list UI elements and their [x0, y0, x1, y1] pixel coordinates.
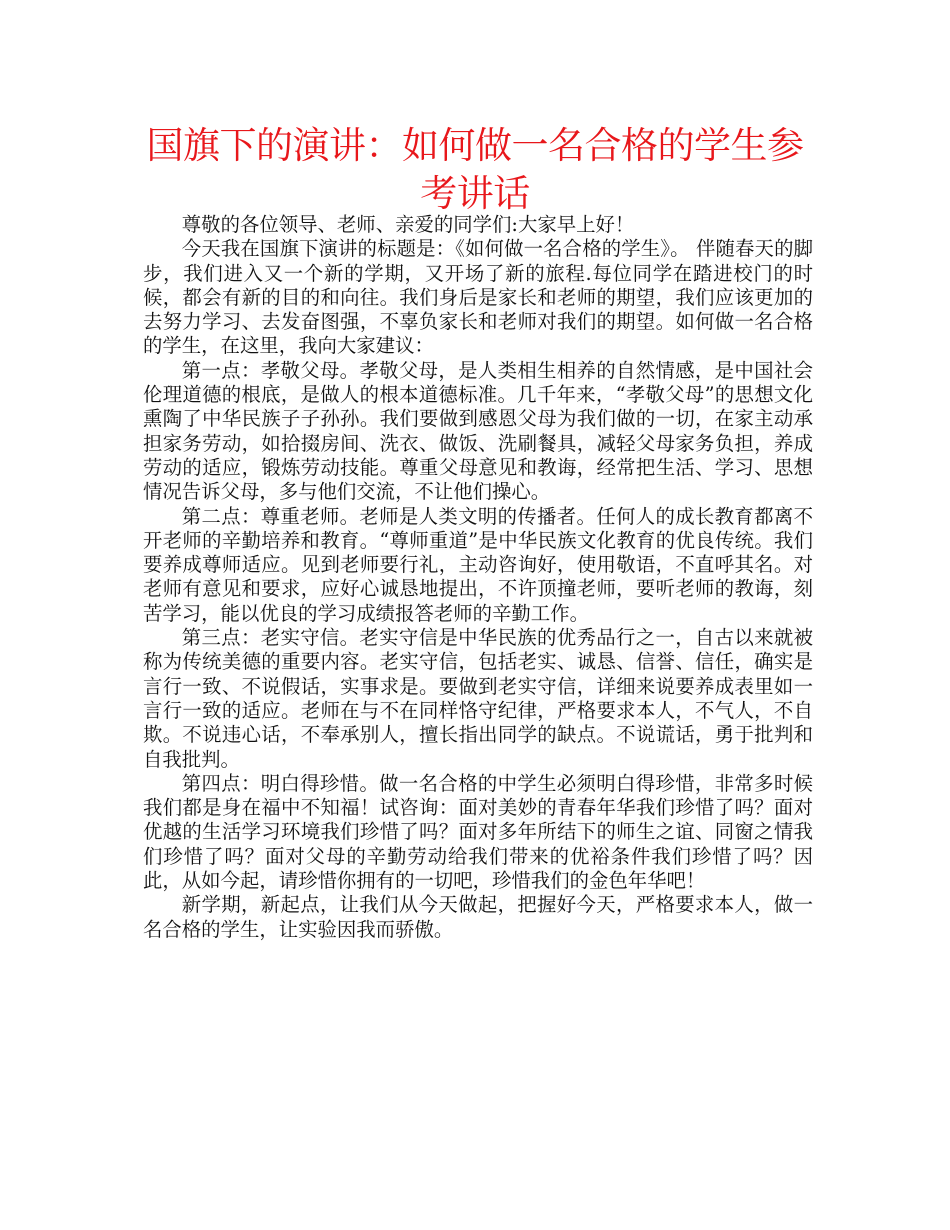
paragraph-point-three: 第三点：老实守信。老实守信是中华民族的优秀品行之一，自古以来就被称为传统美德的重要内容。老实守信，包括老实、诚恳、信誉、信任，确实是言行一致、不说假话，实事求是。要做到老实守信，详细来说要养成表里如一言行一致的适应。老师在与不在同样恪守纪律，严格要求本人，不气人，不自欺。不说违心话，不奉承别人，擅长指出同学的缺点。不说谎话，勇于批判和自我批判。 — [143, 626, 813, 771]
paragraph-greeting: 尊敬的各位领导、老师、亲爱的同学们:大家早上好！ — [181, 213, 635, 236]
paragraph-point-four: 第四点：明白得珍惜。做一名合格的中学生必须明白得珍惜，非常多时候我们都是身在福中不知福！试咨询：面对美妙的青春年华我们珍惜了吗？面对优越的生活学习环境我们珍惜了吗？面对多年所结下的师生之谊、同窗之情我们珍惜了吗？面对父母的辛勤劳动给我们带来的优裕条件我们珍惜了吗？因此，从如今起，请珍惜你拥有的一切吧，珍惜我们的金色年华吧！ — [143, 771, 813, 893]
paragraph-point-two: 第二点：尊重老师。老师是人类文明的传播者。任何人的成长教育都离不开老师的辛勤培养和教育。“尊师重道”是中华民族文化教育的优良传统。我们要养成尊师适应。见到老师要行礼，主动咨询好，使用敬语，不直呼其名。对老师有意见和要求，应好心诚恳地提出，不许顶撞老师，要听老师的教诲，刻苦学习，能以优良的学习成绩报答老师的辛勤工作。 — [143, 504, 813, 625]
paragraph-closing: 新学期，新起点，让我们从今天做起，把握好今天，严格要求本人，做一名合格的学生，让实验因我而骄傲。 — [143, 893, 813, 941]
document-body — [143, 213, 813, 942]
paragraph-point-one: 第一点：孝敬父母。孝敬父母，是人类相生相养的自然情感，是中国社会伦理道德的根底，是做人的根本道德标准。几千年来，“孝敬父母”的思想文化熏陶了中华民族子子孙孙。我们要做到感恩父母为我们做的一切，在家主动承担家务劳动，如拾掇房间、洗衣、做饭、洗刷餐具，减轻父母家务负担，养成劳动的适应，锻炼劳动技能。尊重父母意见和教诲，经常把生活、学习、思想情况告诉父母，多与他们交流，不让他们操心。 — [143, 358, 813, 504]
paragraph-intro: 今天我在国旗下演讲的标题是：《如何做一名合格的学生》。 伴随春天的脚步，我们进入又一个新的学期，又开场了新的旅程.每位同学在踏进校门的时候，都会有新的目的和向往。我们身后是家长和老师的期望，我们应该更加的去努力学习、去发奋图强，不辜负家长和老师对我们的期望。如何做一名合格的学生，在这里，我向大家建议： — [143, 237, 813, 358]
document-title: 国旗下的演讲：如何做一名合格的学生参考讲话 — [146, 124, 804, 215]
